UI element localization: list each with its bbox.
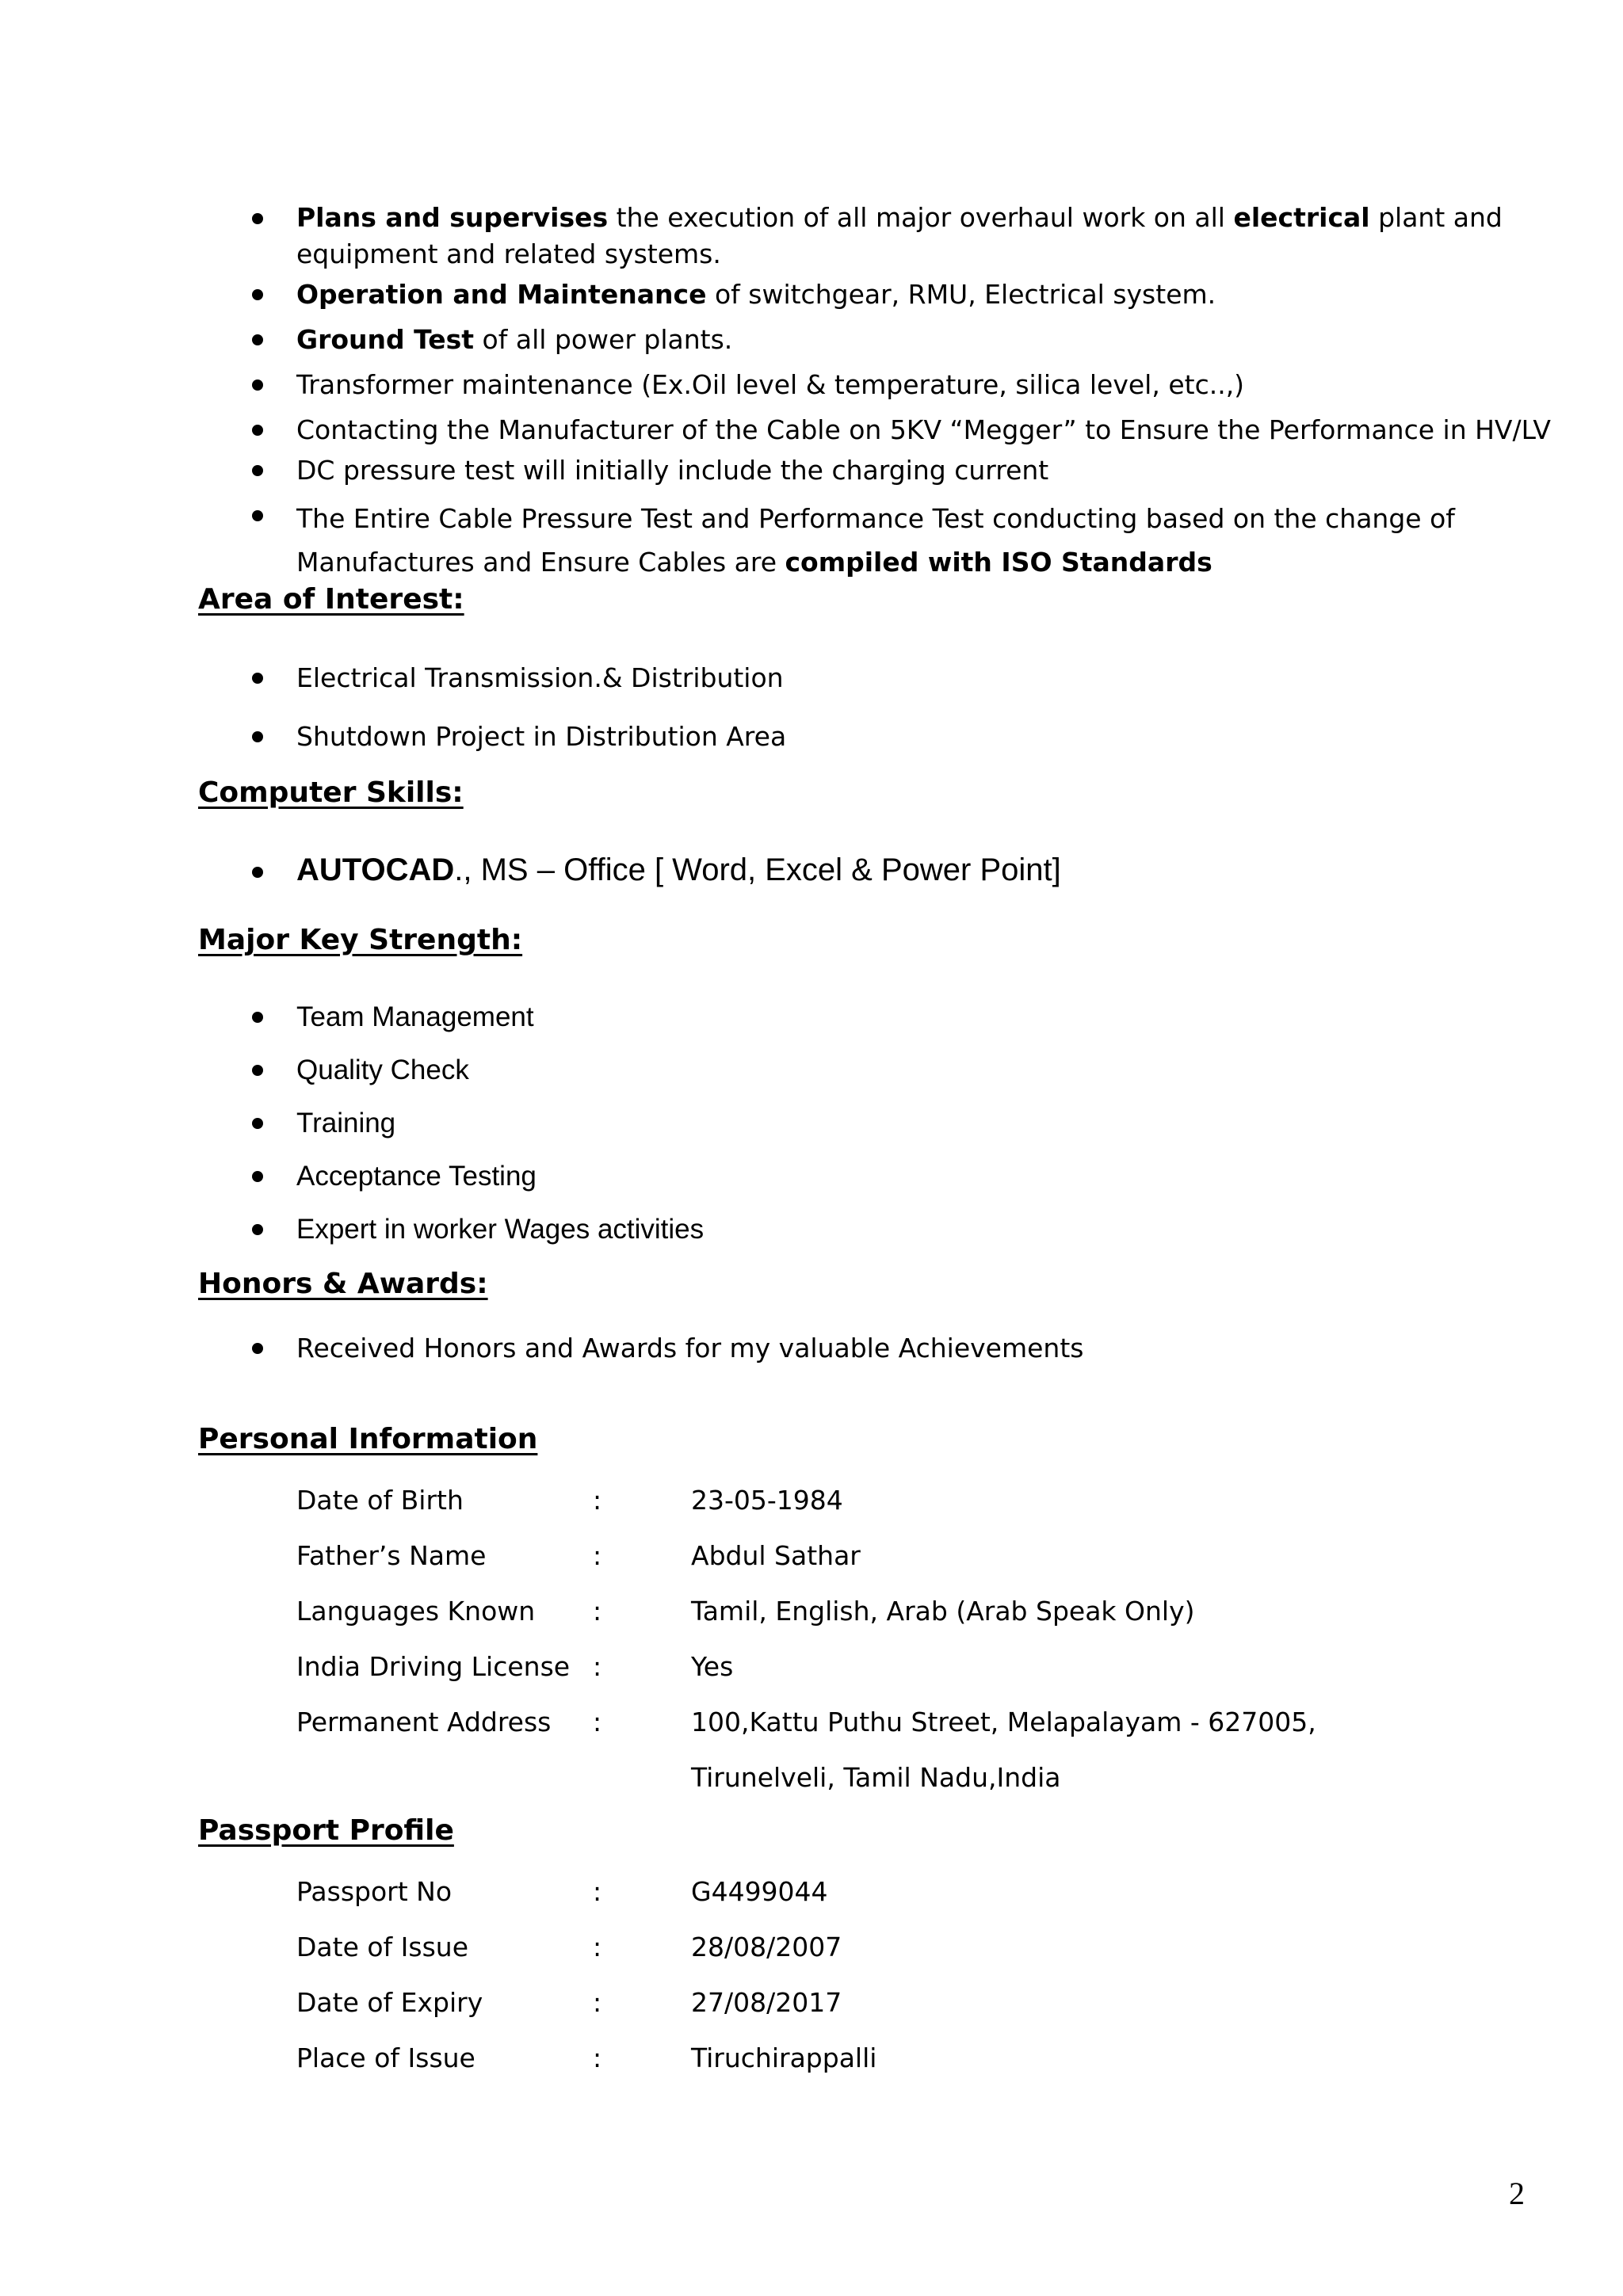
strength-text: Expert in worker Wages activities	[296, 1214, 705, 1245]
strength-text: Quality Check	[296, 1055, 469, 1085]
duty-text: Contacting the Manufacturer of the Cable on 5KV “Megger” to Ensure the Performance in HV/LV	[296, 414, 1551, 445]
duty-span: of all power plants.	[474, 324, 733, 355]
info-value: G4499044	[691, 1876, 828, 1907]
duty-bold: Operation and Maintenance	[296, 279, 707, 310]
info-row	[0, 1592, 1623, 1632]
honors-heading: Honors & Awards:	[198, 1268, 488, 1300]
strength-text: Training	[296, 1108, 396, 1138]
honors-text: Received Honors and Awards for my valuable Achievements	[296, 1333, 1084, 1363]
duty-text	[296, 200, 1533, 273]
info-row	[0, 1482, 1623, 1521]
info-row	[0, 1537, 1623, 1577]
bullet-icon	[252, 510, 263, 521]
bullet-icon	[252, 379, 263, 391]
info-label: Date of Birth	[296, 1485, 464, 1516]
info-colon: :	[593, 1540, 602, 1571]
passport-heading: Passport Profile	[198, 1814, 454, 1847]
bullet-icon	[252, 1012, 263, 1023]
area-of-interest-heading: Area of Interest:	[198, 583, 464, 616]
skills-text	[296, 851, 1533, 889]
strength-text: Team Management	[296, 1001, 534, 1032]
info-label: Place of Issue	[296, 2042, 475, 2073]
bullet-icon	[252, 1171, 263, 1182]
info-value: Abdul Sathar	[691, 1540, 861, 1571]
duty-span: the execution of all major overhaul work on all	[608, 202, 1234, 233]
info-colon: :	[593, 1651, 602, 1682]
page-number: 2	[1509, 2176, 1525, 2211]
info-row	[0, 1928, 1623, 1968]
duty-text	[296, 497, 1485, 584]
info-label: Languages Known	[296, 1596, 536, 1627]
info-label: India Driving License	[296, 1651, 571, 1682]
bullet-icon	[252, 1065, 263, 1076]
duty-bold: compiled with ISO Standards	[785, 547, 1212, 578]
bullet-icon	[252, 1118, 263, 1129]
bullet-icon	[252, 289, 263, 300]
info-colon: :	[593, 1596, 602, 1627]
bullet-icon	[252, 673, 263, 684]
bullet-icon	[252, 731, 263, 742]
bullet-icon	[252, 213, 263, 224]
key-strength-heading: Major Key Strength:	[198, 924, 523, 956]
info-colon: :	[593, 1932, 602, 1962]
bullet-icon	[252, 867, 263, 878]
computer-skills-heading: Computer Skills:	[198, 776, 464, 809]
info-row	[0, 1648, 1623, 1688]
info-colon: :	[593, 2042, 602, 2073]
info-row	[0, 1703, 1623, 1743]
info-label: Father’s Name	[296, 1540, 487, 1571]
info-value: 28/08/2007	[691, 1932, 842, 1962]
info-value: 27/08/2017	[691, 1987, 842, 2018]
info-value: Yes	[691, 1651, 734, 1682]
info-value: 23-05-1984	[691, 1485, 843, 1516]
duty-text: Transformer maintenance (Ex.Oil level & temperature, silica level, etc..,)	[296, 369, 1245, 400]
bullet-icon	[252, 334, 263, 345]
personal-info-heading: Personal Information	[198, 1423, 538, 1455]
duty-text	[296, 276, 1533, 314]
info-colon: :	[593, 1876, 602, 1907]
duty-bold: Plans and supervises	[296, 202, 609, 233]
info-value: 100,Kattu Puthu Street, Melapalayam - 627005,	[691, 1707, 1316, 1737]
info-label: Date of Expiry	[296, 1987, 483, 2018]
info-row	[0, 1759, 1623, 1798]
info-colon: :	[593, 1485, 602, 1516]
bullet-icon	[252, 1224, 263, 1235]
info-value: Tamil, English, Arab (Arab Speak Only)	[691, 1596, 1195, 1627]
info-row	[0, 2039, 1623, 2079]
address-line-2: Tirunelveli, Tamil Nadu,India	[691, 1762, 1061, 1793]
duty-bold: electrical	[1233, 202, 1370, 233]
duty-text: DC pressure test will initially include the charging current	[296, 455, 1049, 486]
strength-text: Acceptance Testing	[296, 1161, 537, 1192]
bullet-icon	[252, 1343, 263, 1354]
duty-text	[296, 321, 1533, 359]
duty-bold: Ground Test	[296, 324, 475, 355]
interest-text: Electrical Transmission.& Distribution	[296, 662, 784, 693]
info-label: Permanent Address	[296, 1707, 552, 1737]
bullet-icon	[252, 465, 263, 476]
duty-span: The Entire Cable Pressure Test and Performance Test conducting based on the change of Manufactures and Ensure Cables are	[296, 503, 1455, 578]
info-row	[0, 1873, 1623, 1913]
info-row	[0, 1984, 1623, 2023]
info-colon: :	[593, 1707, 602, 1737]
bullet-icon	[252, 425, 263, 436]
skills-bold: AUTOCAD	[296, 852, 455, 887]
skills-rest: ., MS – Office [ Word, Excel & Power Point]	[454, 852, 1061, 887]
info-label: Date of Issue	[296, 1932, 468, 1962]
interest-text: Shutdown Project in Distribution Area	[296, 721, 787, 752]
info-value: Tiruchirappalli	[691, 2042, 877, 2073]
duty-span: plant and equipment and related systems.	[296, 202, 1503, 269]
duty-span: of switchgear, RMU, Electrical system.	[706, 279, 1216, 310]
info-label: Passport No	[296, 1876, 453, 1907]
info-colon: :	[593, 1987, 602, 2018]
